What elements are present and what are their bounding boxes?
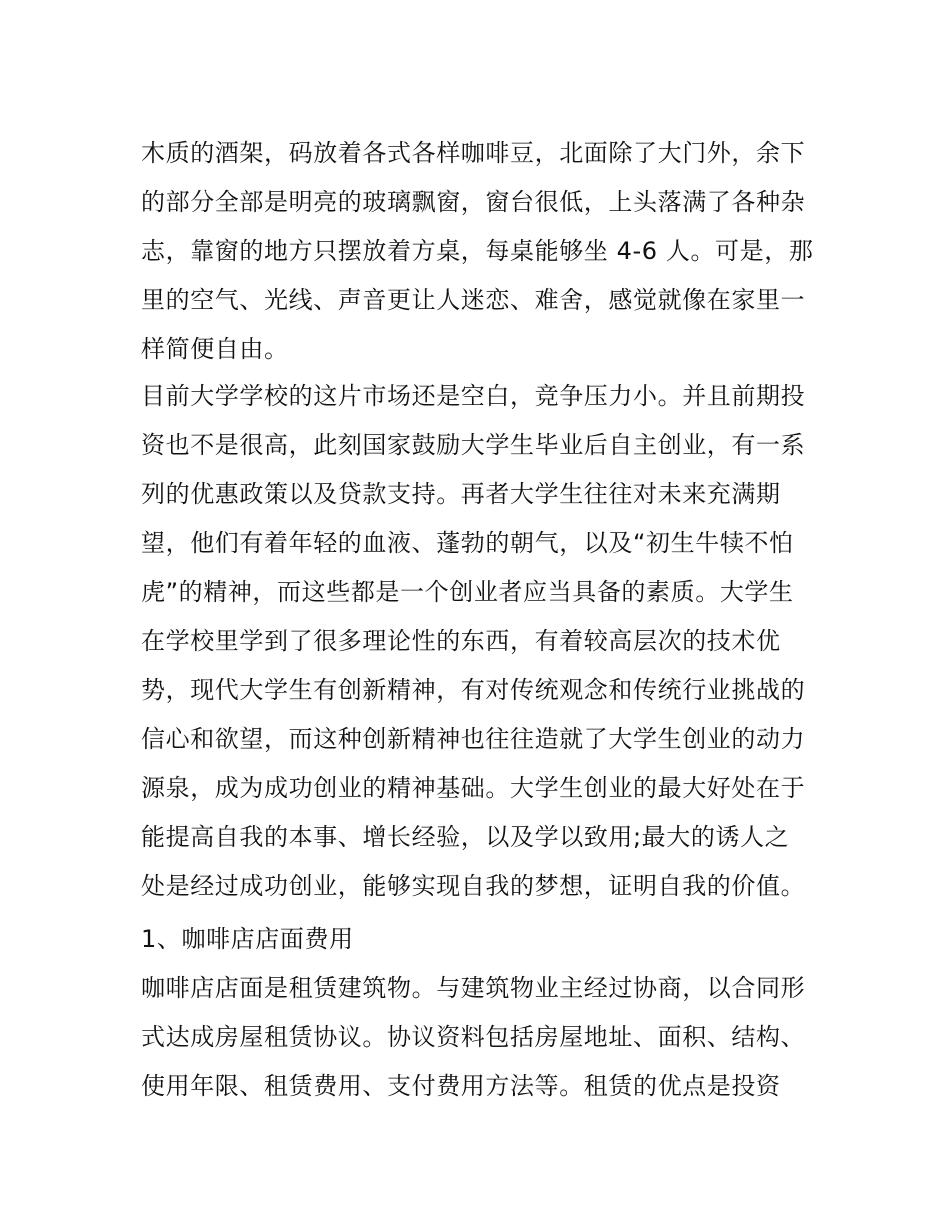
paragraph-line: 样简便自由。 bbox=[141, 335, 289, 363]
paragraph-line: 能提高自我的本事、增长经验，以及学以致用;最大的诱人之 bbox=[141, 823, 790, 851]
paragraph-line: 式达成房屋租赁协议。协议资料包括房屋地址、面积、结构、 bbox=[141, 1023, 806, 1051]
paragraph-line: 势，现代大学生有创新精神，有对传统观念和传统行业挑战的 bbox=[141, 676, 806, 704]
paragraph-line: 处是经过成功创业，能够实现自我的梦想，证明自我的价值。 bbox=[141, 872, 806, 900]
paragraph-line: 目前大学学校的这片市场还是空白，竞争压力小。并且前期投 bbox=[141, 382, 806, 410]
paragraph-line: 资也不是很高，此刻国家鼓励大学生毕业后自主创业，有一系 bbox=[141, 431, 806, 459]
paragraph-line: 咖啡店店面是租赁建筑物。与建筑物业主经过协商，以合同形 bbox=[141, 974, 806, 1002]
paragraph-line: 望，他们有着年轻的血液、蓬勃的朝气，以及“初生牛犊不怕 bbox=[141, 529, 794, 557]
paragraph-line: 源泉，成为成功创业的精神基础。大学生创业的最大好处在于 bbox=[141, 774, 806, 802]
paragraph-line: 虎”的精神，而这些都是一个创业者应当具备的素质。大学生 bbox=[141, 578, 794, 606]
paragraph-line: 的部分全部是明亮的玻璃飘窗，窗台很低，上头落满了各种杂 bbox=[141, 188, 806, 216]
paragraph-line: 在学校里学到了很多理论性的东西，有着较高层次的技术优 bbox=[141, 627, 781, 655]
paragraph-line: 信心和欲望，而这种创新精神也往往造就了大学生创业的动力 bbox=[141, 725, 806, 753]
paragraph-line: 列的优惠政策以及贷款支持。再者大学生往往对未来充满期 bbox=[141, 480, 781, 508]
section-heading: 1、咖啡店店面费用 bbox=[141, 925, 354, 953]
paragraph-line: 里的空气、光线、声音更让人迷恋、难舍，感觉就像在家里一 bbox=[141, 286, 806, 314]
paragraph-line: 志，靠窗的地方只摆放着方桌，每桌能够坐 4-6 人。可是，那 bbox=[141, 237, 814, 265]
paragraph-line: 木质的酒架，码放着各式各样咖啡豆，北面除了大门外，余下 bbox=[141, 139, 806, 167]
paragraph-line: 使用年限、租赁费用、支付费用方法等。租赁的优点是投资 bbox=[141, 1072, 781, 1100]
